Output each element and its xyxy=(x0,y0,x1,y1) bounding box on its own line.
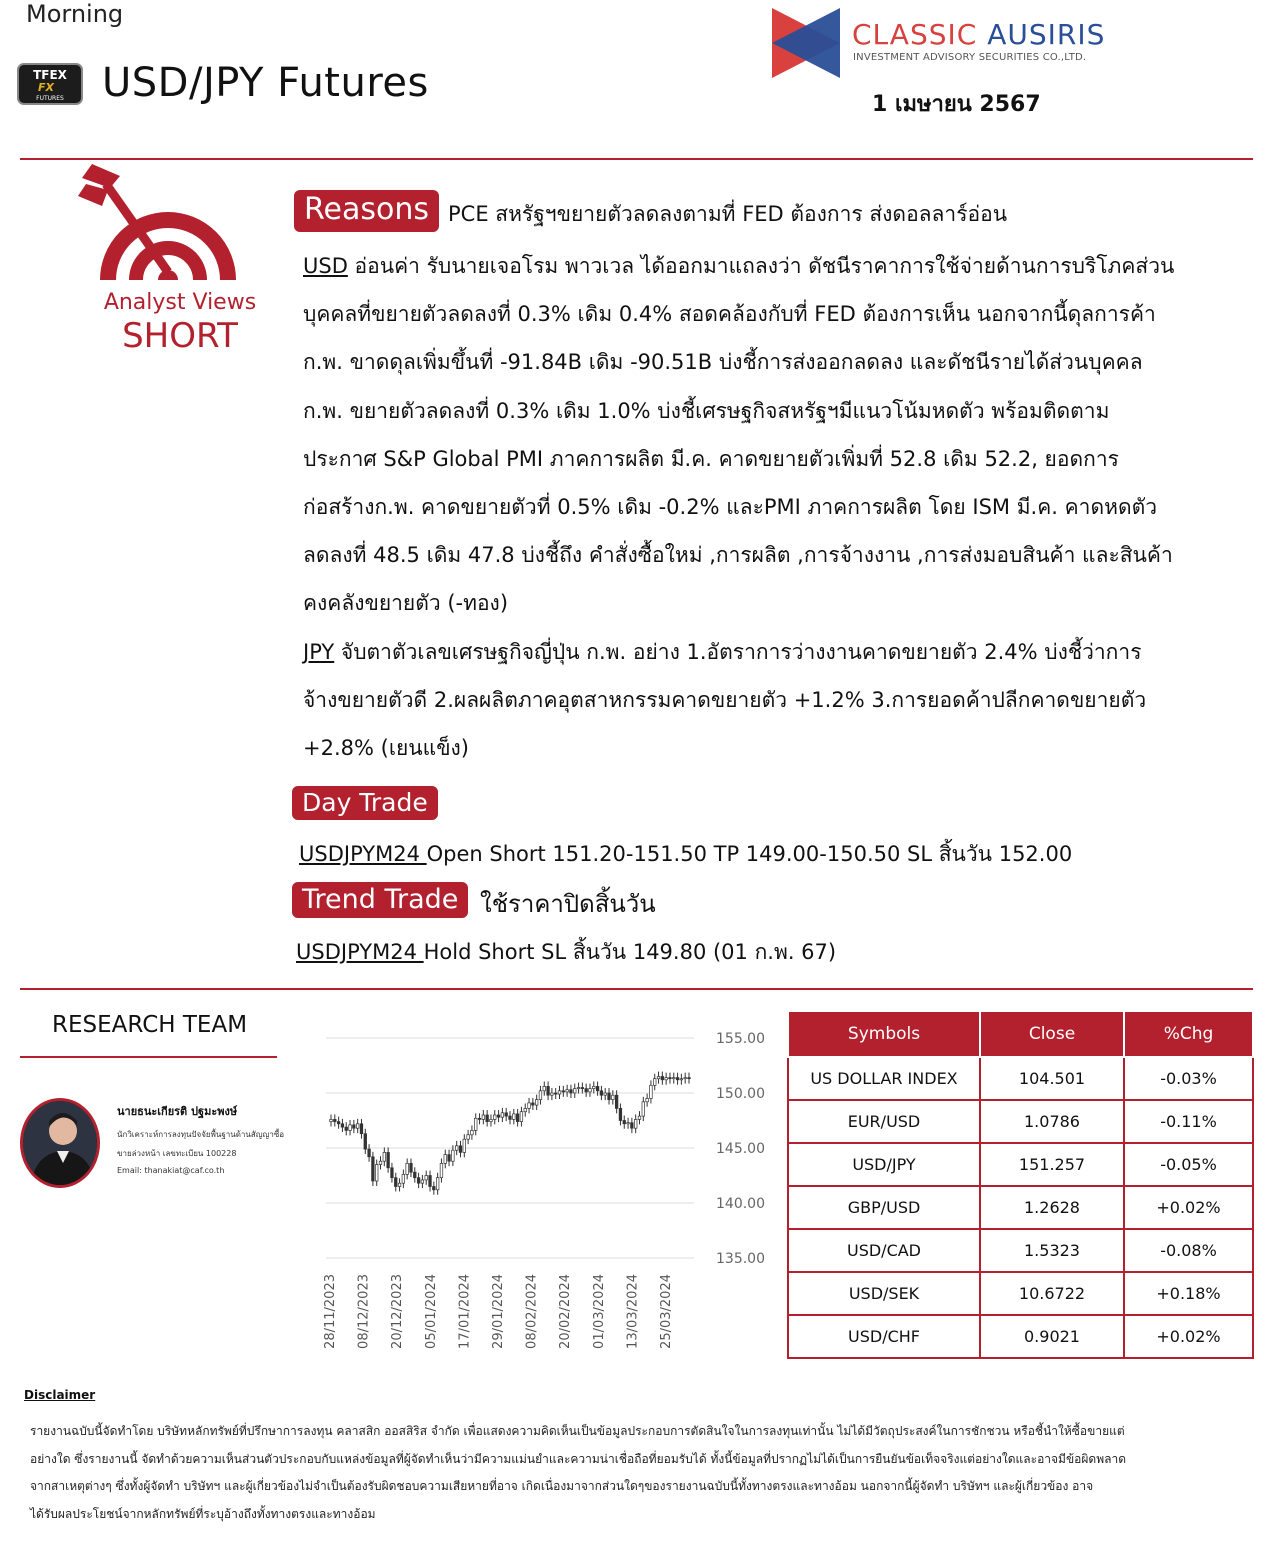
analyst-role: ขายล่วงหน้า เลขทะเบียน 100228 xyxy=(117,1149,237,1158)
symbol-cell: USD/CHF xyxy=(788,1315,980,1358)
chart-x-ticks xyxy=(323,1274,674,1349)
usdjpy-candlestick-chart xyxy=(318,1020,778,1365)
chart-candle xyxy=(375,1160,378,1186)
chart-candle xyxy=(360,1119,363,1139)
chart-candle xyxy=(429,1171,432,1192)
analyst-role: นักวิเคราะห์การลงทุนปัจจัยพื้นฐานด้านสัญญาซื้อ xyxy=(117,1130,285,1139)
chart-candle xyxy=(486,1110,489,1127)
reasons-line: ก่อสร้างก.พ. คาดขยายตัวที่ 0.5% เดิม -0.2% และPMI ภาคการผลิต โดย ISM มี.ค. คาดหดตัว xyxy=(303,495,1158,520)
chart-candle xyxy=(528,1098,531,1113)
chart-candle xyxy=(615,1090,618,1113)
target-arrow-icon xyxy=(70,162,266,286)
chart-candle xyxy=(688,1073,691,1084)
chart-candle xyxy=(600,1086,603,1100)
disclaimer-line: ได้รับผลประโยชน์จากหลักทรัพย์ที่ระบุอ้างถึงทั้งทางตรงและทางอ้อม xyxy=(30,1506,376,1521)
y-tick-label: 145.00 xyxy=(716,1141,765,1157)
chart-candle xyxy=(573,1084,576,1098)
chart-candle xyxy=(524,1103,527,1116)
chart-candle xyxy=(631,1118,634,1133)
chart-candle xyxy=(684,1073,687,1084)
trend-trade-note: ใช้ราคาปิดสิ้นวัน xyxy=(480,890,656,918)
y-tick-label: 135.00 xyxy=(716,1251,765,1267)
chart-candle xyxy=(669,1073,672,1084)
reasons-text: อ่อนค่า รับนายเจอโรม พาวเวล ได้ออกมาแถลงว่า ดัชนีราคาการใช้จ่ายด้านการบริโภคส่วน xyxy=(347,254,1175,278)
symbol-cell: USD/JPY xyxy=(788,1143,980,1186)
chart-candle xyxy=(421,1175,424,1188)
close-cell: 151.257 xyxy=(980,1143,1124,1186)
chart-candle xyxy=(448,1150,451,1167)
chart-candle xyxy=(657,1072,660,1084)
chart-candle xyxy=(672,1073,675,1084)
tfex-logo-text-1: TFEX xyxy=(33,68,67,82)
chart-candle xyxy=(490,1114,493,1126)
day-trade-symbol: USDJPYM24 xyxy=(299,842,427,866)
column-header-change: %Chg xyxy=(1124,1012,1253,1057)
symbol-cell: EUR/USD xyxy=(788,1100,980,1143)
table-row xyxy=(788,1229,1253,1272)
chart-candle xyxy=(387,1147,390,1172)
chart-candle xyxy=(653,1074,656,1091)
x-tick-label: 20/02/2024 xyxy=(558,1274,574,1349)
close-cell: 0.9021 xyxy=(980,1315,1124,1358)
chart-candle xyxy=(589,1084,592,1097)
analyst-views-label: Analyst Views xyxy=(103,290,257,315)
chart-candle xyxy=(425,1171,428,1185)
chart-candle xyxy=(543,1081,546,1095)
chart-candle xyxy=(391,1163,394,1183)
chart-candle xyxy=(345,1122,348,1135)
chart-candle xyxy=(353,1120,356,1133)
chart-candle xyxy=(417,1173,420,1188)
reasons-line: +2.8% (เยนแข็ง) xyxy=(303,736,469,761)
analyst-avatar xyxy=(20,1098,100,1188)
document-title: USD/JPY Futures xyxy=(102,60,429,106)
chart-candle xyxy=(604,1088,607,1100)
chart-candle xyxy=(436,1173,439,1195)
reasons-label: Reasons xyxy=(294,190,439,232)
x-tick-label: 13/03/2024 xyxy=(625,1274,641,1349)
y-tick-label: 150.00 xyxy=(716,1086,765,1102)
chart-candle xyxy=(478,1113,481,1124)
brand-name xyxy=(852,18,1105,51)
x-tick-label: 25/03/2024 xyxy=(659,1274,674,1349)
column-header-close: Close xyxy=(980,1012,1124,1057)
chart-candle xyxy=(558,1086,561,1099)
table-row xyxy=(788,1315,1253,1358)
chart-candle xyxy=(535,1095,538,1110)
reasons-headline: PCE สหรัฐฯขยายตัวลดลงตามที่ FED ต้องการ ส่งดอลลาร์อ่อน xyxy=(448,202,1008,226)
close-cell: 104.501 xyxy=(980,1057,1124,1100)
chart-candle xyxy=(471,1125,474,1139)
reasons-line xyxy=(303,242,1263,290)
disclaimer-body xyxy=(30,1418,1230,1528)
chart-candle xyxy=(676,1073,679,1085)
chart-candle xyxy=(505,1108,508,1121)
x-tick-label: 01/03/2024 xyxy=(591,1274,607,1349)
chart-candle xyxy=(433,1182,436,1195)
chart-candle xyxy=(368,1144,371,1162)
chart-candle xyxy=(634,1114,637,1133)
change-cell: +0.18% xyxy=(1124,1272,1253,1315)
chart-candle xyxy=(334,1114,337,1126)
reasons-line: ก.พ. ขยายตัวลดลงที่ 0.3% เดิม 1.0% บ่งชี้เศรษฐกิจสหรัฐฯมีแนวโน้มหดตัว พร้อมติดตาม xyxy=(303,398,1110,423)
research-team-underline xyxy=(20,1056,277,1058)
change-cell: +0.02% xyxy=(1124,1315,1253,1358)
brand-name-part1: CLASSIC xyxy=(852,18,978,51)
symbol-cell: USD/CAD xyxy=(788,1229,980,1272)
disclaimer-line: อย่างใด ซึ่งรายงานนี้ จัดทำด้วยความเห็นส่วนตัวประกอบกับแหล่งข้อมูลที่ผู้จัดทำเห็นว่ามีความแม่นยำและความน่าเชื่อถือที่ยอมรับได้ ทั้งนี้ข้อมูลที่ปรากฏไม่ได้เป็นการยืนยันข้อเท็จจริงแต่อย่างใดและอาจมีข้อผิดพลาด xyxy=(30,1451,1126,1466)
chart-candle xyxy=(566,1085,569,1097)
day-trade-recommendation xyxy=(299,838,1072,871)
analyst-email: Email: thanakiat@caf.co.th xyxy=(117,1166,225,1175)
edition-label: Morning xyxy=(26,0,124,28)
chart-candle xyxy=(619,1103,622,1125)
chart-candle xyxy=(680,1074,683,1085)
chart-candle xyxy=(467,1130,470,1144)
chart-candle xyxy=(562,1086,565,1097)
chart-candle xyxy=(455,1141,458,1155)
change-cell: -0.08% xyxy=(1124,1229,1253,1272)
close-cell: 10.6722 xyxy=(980,1272,1124,1315)
classic-ausiris-logo-icon xyxy=(770,6,842,80)
chart-candle xyxy=(638,1111,641,1124)
trend-trade-recommendation xyxy=(296,936,836,969)
research-team-title: RESEARCH TEAM xyxy=(52,1012,248,1038)
chart-candle xyxy=(341,1119,344,1132)
change-cell: -0.03% xyxy=(1124,1057,1253,1100)
tfex-futures-logo xyxy=(16,62,84,106)
chart-candle xyxy=(482,1110,485,1124)
reasons-text: จับตาตัวเลขเศรษฐกิจญี่ปุ่น ก.พ. อย่าง 1.อัตราการว่างงานคาดขยายตัว 2.4% บ่งชี้ว่าการ xyxy=(334,639,1142,664)
table-row xyxy=(788,1057,1253,1100)
chart-candle xyxy=(612,1090,615,1104)
chart-candle xyxy=(493,1110,496,1124)
change-cell: -0.05% xyxy=(1124,1143,1253,1186)
x-tick-label: 05/01/2024 xyxy=(423,1274,439,1349)
header-divider xyxy=(20,158,1253,160)
chart-candle xyxy=(398,1178,401,1191)
chart-candle xyxy=(513,1109,516,1124)
chart-candle xyxy=(410,1158,413,1177)
chart-candle xyxy=(379,1156,382,1169)
tfex-logo-text-2: FX xyxy=(38,81,54,94)
table-row xyxy=(788,1100,1253,1143)
trend-trade-symbol: USDJPYM24 xyxy=(296,940,424,964)
symbol-cell: USD/SEK xyxy=(788,1272,980,1315)
reasons-line: คงคลังขยายตัว (-ทอง) xyxy=(303,591,509,616)
x-tick-label: 08/12/2023 xyxy=(356,1274,372,1349)
chart-candle xyxy=(497,1110,500,1122)
analyst-view-value: SHORT xyxy=(122,316,238,356)
symbol-cell: GBP/USD xyxy=(788,1186,980,1229)
chart-candle xyxy=(520,1107,523,1127)
chart-y-ticks xyxy=(716,1031,765,1267)
close-cell: 1.5323 xyxy=(980,1229,1124,1272)
chart-candle xyxy=(623,1116,626,1129)
chart-candle xyxy=(577,1083,580,1094)
reasons-line: ก.พ. ขาดดุลเพิ่มขึ้นที่ -91.84B เดิม -90.51B บ่งชี้การส่งออกลดลง และดัชนีรายได้ส่วนบุคคล xyxy=(303,350,1143,375)
close-cell: 1.0786 xyxy=(980,1100,1124,1143)
disclaimer-line: จากสาเหตุต่างๆ ซึ่งทั้งผู้จัดทำ บริษัทฯ และผู้เกี่ยวข้องไม่จำเป็นต้องรับผิดชอบความเสียหายที่อาจ เกิดเนื่องมาจากส่วนใดๆของรายงานฉบับนี้ทั้งทางตรงและทางอ้อม นอกจากนี้ผู้จัดทำ บริษัทฯ และผู้เกี่ยวข้อง อาจ xyxy=(30,1479,1094,1493)
jpy-tag: JPY xyxy=(303,639,335,664)
change-cell: -0.11% xyxy=(1124,1100,1253,1143)
column-header-symbols: Symbols xyxy=(788,1012,980,1057)
day-trade-label: Day Trade xyxy=(292,786,438,820)
chart-candle xyxy=(463,1134,466,1157)
chart-candle xyxy=(596,1081,599,1095)
chart-gridlines xyxy=(326,1038,694,1258)
chart-candle xyxy=(551,1088,554,1100)
analyst-name: นายธนะเกียรติ ปฐมะพงษ์ xyxy=(117,1105,238,1118)
reasons-line xyxy=(303,628,1263,676)
x-tick-label: 08/02/2024 xyxy=(524,1274,540,1349)
chart-candle xyxy=(459,1141,462,1158)
table-row xyxy=(788,1186,1253,1229)
close-cell: 1.2628 xyxy=(980,1186,1124,1229)
chart-candle xyxy=(402,1169,405,1188)
chart-candle xyxy=(646,1094,649,1107)
trend-trade-text: Hold Short SL สิ้นวัน 149.80 (01 ก.พ. 67) xyxy=(423,940,837,964)
chart-candle xyxy=(501,1108,504,1122)
change-cell: +0.02% xyxy=(1124,1186,1253,1229)
x-tick-label: 28/11/2023 xyxy=(323,1274,338,1349)
chart-candle xyxy=(539,1086,542,1105)
chart-candle xyxy=(413,1167,416,1182)
y-tick-label: 140.00 xyxy=(716,1196,765,1212)
symbol-cell: US DOLLAR INDEX xyxy=(788,1057,980,1100)
chart-candle xyxy=(585,1084,588,1097)
chart-candle xyxy=(383,1147,386,1166)
trend-trade-label: Trend Trade xyxy=(292,882,468,918)
chart-candle xyxy=(608,1088,611,1105)
y-tick-label: 155.00 xyxy=(716,1031,765,1047)
x-tick-label: 29/01/2024 xyxy=(491,1274,506,1349)
chart-candle xyxy=(394,1173,397,1192)
chart-candle xyxy=(592,1081,595,1093)
person-photo-icon xyxy=(23,1101,97,1185)
chart-candle xyxy=(372,1152,375,1186)
section-divider xyxy=(20,988,1253,990)
reasons-body xyxy=(303,242,1263,772)
chart-candle xyxy=(581,1083,584,1094)
chart-candle xyxy=(650,1080,653,1103)
chart-candle xyxy=(554,1088,557,1099)
reasons-line: จ้างขยายตัวดี 2.ผลผลิตภาคอุตสาหกรรมคาดขยายตัว +1.2% 3.การยอดค้าปลีกคาดขยายตัว xyxy=(303,687,1147,712)
chart-candle xyxy=(570,1085,573,1098)
reasons-line: ประกาศ S&P Global PMI ภาคการผลิต มี.ค. คาดขยายตัวเพิ่มที่ 52.8 เดิม 52.2, ยอดการ xyxy=(303,446,1119,471)
market-summary-table xyxy=(787,1012,1254,1359)
chart-candle xyxy=(516,1109,519,1127)
chart-candle xyxy=(665,1073,668,1085)
chart-candle xyxy=(349,1120,352,1135)
table-row xyxy=(788,1143,1253,1186)
chart-candle xyxy=(532,1098,535,1110)
table-row xyxy=(788,1272,1253,1315)
chart-candle xyxy=(440,1158,443,1182)
x-tick-label: 17/01/2024 xyxy=(457,1274,473,1349)
chart-candle xyxy=(406,1158,409,1179)
chart-candle xyxy=(661,1072,664,1085)
chart-candle xyxy=(356,1119,359,1133)
document-date: 1 เมษายน 2567 xyxy=(872,92,1041,117)
table-header-row xyxy=(788,1012,1253,1057)
reasons-line: ลดลงที่ 48.5 เดิม 47.8 บ่งชี้ถึง คำสั่งซื้อใหม่ ,การผลิต ,การจ้างงาน ,การส่งมอบสินค้า และสินค้า xyxy=(303,543,1173,568)
usd-tag: USD xyxy=(303,254,348,278)
reasons-line: บุคคลที่ขยายตัวลดลงที่ 0.3% เดิม 0.4% สอดคล้องกับที่ FED ต้องการเห็น นอกจากนี้ดุลการค้า xyxy=(303,302,1156,327)
chart-candle xyxy=(474,1113,477,1135)
tfex-logo-text-3: FUTURES xyxy=(36,95,64,102)
chart-candles xyxy=(330,1072,691,1195)
x-tick-label: 20/12/2023 xyxy=(390,1274,406,1349)
chart-candle xyxy=(547,1081,550,1100)
disclaimer-line: รายงานฉบับนี้จัดทำโดย บริษัทหลักทรัพย์ที่ปรึกษาการลงทุน คลาสสิก ออสสิริส จำกัด เพื่อแสดงความคิดเห็นเป็นข้อมูลประกอบการตัดสินใจในการลงทุนเท่านั้น ไม่ได้มีวัตถุประสงค์ในการชักชวน หรือชี้นำให้ซื้อขายแต่ xyxy=(30,1424,1125,1438)
chart-candle xyxy=(364,1129,367,1154)
chart-candle xyxy=(509,1111,512,1124)
chart-candle xyxy=(642,1097,645,1121)
disclaimer-title: Disclaimer xyxy=(24,1388,96,1402)
brand-name-part2: AUSIRIS xyxy=(987,18,1106,51)
chart-candle xyxy=(337,1117,340,1129)
chart-candle xyxy=(330,1114,333,1126)
brand-subtitle: INVESTMENT ADVISORY SECURITIES CO.,LTD. xyxy=(853,52,1087,63)
chart-candle xyxy=(444,1150,447,1169)
day-trade-text: Open Short 151.20-151.50 TP 149.00-150.50 SL สิ้นวัน 152.00 xyxy=(426,842,1073,866)
chart-candle xyxy=(627,1118,630,1129)
